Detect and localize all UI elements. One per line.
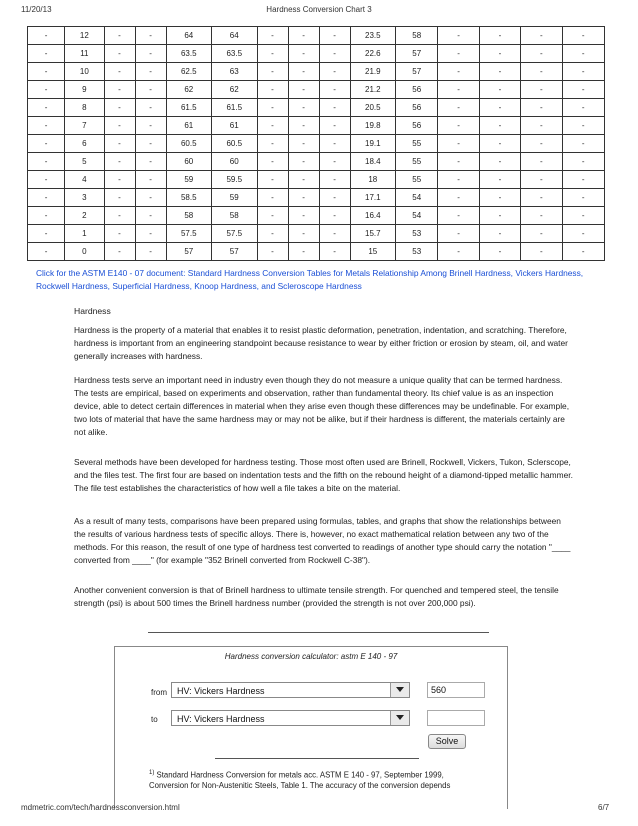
table-cell: - [438, 135, 479, 153]
table-cell: 5 [65, 153, 104, 171]
table-cell: - [28, 117, 65, 135]
table-cell: - [288, 117, 319, 135]
table-cell: - [257, 171, 288, 189]
table-cell: 55 [396, 171, 438, 189]
table-cell: 16.4 [350, 207, 395, 225]
table-cell: - [28, 81, 65, 99]
footnote-marker: 1) [149, 770, 155, 776]
table-cell: 20.5 [350, 99, 395, 117]
table-cell: 57.5 [166, 225, 211, 243]
table-cell: 21.2 [350, 81, 395, 99]
table-cell: 11 [65, 45, 104, 63]
table-cell: - [288, 225, 319, 243]
table-cell: 64 [212, 27, 257, 45]
table-cell: 22.6 [350, 45, 395, 63]
footnote-line-1 [149, 768, 499, 781]
table-cell: 57 [166, 243, 211, 261]
footnote-line-2: Conversion for Non-Austenitic Steels, Table 1. The accuracy of the conversion depends [149, 781, 451, 790]
table-cell: 57 [212, 243, 257, 261]
table-cell: - [135, 81, 166, 99]
table-cell: 53 [396, 243, 438, 261]
table-cell: - [521, 63, 562, 81]
table-cell: - [135, 225, 166, 243]
table-cell: 58.5 [166, 189, 211, 207]
table-cell: 56 [396, 117, 438, 135]
table-cell: - [562, 63, 605, 81]
divider-calculator [215, 758, 419, 759]
table-cell: - [438, 81, 479, 99]
print-date: 11/20/13 [21, 5, 52, 14]
table-row [28, 27, 605, 45]
table-cell: - [104, 117, 135, 135]
table-cell: - [104, 243, 135, 261]
input-value-field[interactable]: 560 [427, 682, 485, 698]
table-cell: 19.1 [350, 135, 395, 153]
table-cell: - [479, 207, 520, 225]
section-heading: Hardness [74, 306, 111, 316]
table-cell: 15 [350, 243, 395, 261]
table-cell: - [135, 207, 166, 225]
table-cell: - [319, 45, 350, 63]
table-cell: 61 [166, 117, 211, 135]
table-row [28, 45, 605, 63]
table-cell: - [319, 99, 350, 117]
from-dropdown-arrow-icon[interactable] [390, 683, 409, 697]
table-cell: 56 [396, 81, 438, 99]
table-cell: - [135, 153, 166, 171]
table-cell: - [319, 27, 350, 45]
table-cell: - [438, 207, 479, 225]
source-url: mdmetric.com/tech/hardnessconversion.html [21, 803, 180, 812]
table-cell: - [28, 45, 65, 63]
table-cell: - [288, 45, 319, 63]
table-row [28, 117, 605, 135]
table-cell: 0 [65, 243, 104, 261]
table-cell: - [438, 225, 479, 243]
table-cell: - [319, 117, 350, 135]
table-cell: - [521, 27, 562, 45]
table-cell: - [135, 99, 166, 117]
table-cell: 55 [396, 153, 438, 171]
table-cell: 59 [166, 171, 211, 189]
table-cell: - [319, 63, 350, 81]
table-cell: - [257, 225, 288, 243]
table-row [28, 99, 605, 117]
table-row [28, 171, 605, 189]
table-cell: - [288, 81, 319, 99]
table-cell: 60.5 [212, 135, 257, 153]
table-cell: - [28, 171, 65, 189]
table-cell: 58 [396, 27, 438, 45]
table-cell: - [562, 153, 605, 171]
table-cell: - [288, 171, 319, 189]
table-cell: 62 [166, 81, 211, 99]
table-cell: - [28, 225, 65, 243]
result-value-field[interactable] [427, 710, 485, 726]
paragraph-tensile: Another convenient conversion is that of Brinell hardness to ultimate tensile strength. For quenched and tempered steel, the tensile strength (psi) is about 500 times the Brinell hardness number (provided the strength is not over 200,000 psi). [74, 585, 559, 608]
table-cell: - [257, 153, 288, 171]
table-cell: - [562, 45, 605, 63]
table-cell: - [479, 171, 520, 189]
table-cell: 60 [166, 153, 211, 171]
table-cell: - [319, 171, 350, 189]
table-cell: - [562, 225, 605, 243]
table-cell: - [562, 81, 605, 99]
table-cell: 57 [396, 45, 438, 63]
table-cell: - [479, 117, 520, 135]
table-cell: - [135, 243, 166, 261]
table-cell: - [288, 189, 319, 207]
table-cell: 4 [65, 171, 104, 189]
table-cell: 8 [65, 99, 104, 117]
paragraph-methods: Several methods have been developed for hardness testing. Those most often used are Brinell, Rockwell, Vickers, Tukon, Sclerscope, and the files test. The first four are based on indentation tests and the fifth on the rebound height of a diamond-tipped metallic hammer. The file test establishes the characteristics of how well a file takes a bite on the material. [74, 457, 573, 493]
table-cell: 56 [396, 99, 438, 117]
table-cell: - [562, 207, 605, 225]
table-cell: - [135, 135, 166, 153]
table-cell: - [319, 135, 350, 153]
table-cell: - [135, 27, 166, 45]
table-cell: - [28, 153, 65, 171]
table-cell: 62.5 [166, 63, 211, 81]
table-cell: - [257, 117, 288, 135]
footnote-text-1: Standard Hardness Conversion for metals acc. ASTM E 140 - 97, September 1999, [156, 770, 444, 780]
table-cell: - [28, 63, 65, 81]
table-cell: - [562, 171, 605, 189]
table-cell: - [562, 189, 605, 207]
table-cell: - [479, 225, 520, 243]
table-cell: 18 [350, 171, 395, 189]
table-cell: - [104, 99, 135, 117]
table-cell: 64 [166, 27, 211, 45]
table-cell: 58 [166, 207, 211, 225]
table-cell: - [319, 243, 350, 261]
table-cell: - [104, 225, 135, 243]
table-cell: - [104, 45, 135, 63]
table-cell: - [438, 63, 479, 81]
table-cell: 3 [65, 189, 104, 207]
table-cell: - [562, 135, 605, 153]
table-cell: - [135, 171, 166, 189]
table-cell: 17.1 [350, 189, 395, 207]
page-number: 6/7 [598, 803, 610, 812]
table-cell: - [288, 207, 319, 225]
table-cell: 60 [212, 153, 257, 171]
table-cell: 15.7 [350, 225, 395, 243]
table-cell: - [521, 243, 562, 261]
table-cell: - [135, 63, 166, 81]
table-cell: - [135, 45, 166, 63]
table-cell: - [104, 63, 135, 81]
table-cell: - [288, 99, 319, 117]
table-row [28, 189, 605, 207]
table-cell: - [479, 189, 520, 207]
table-cell: - [257, 27, 288, 45]
table-cell: - [521, 81, 562, 99]
table-cell: - [521, 225, 562, 243]
table-cell: - [257, 207, 288, 225]
table-cell: - [28, 135, 65, 153]
table-cell: - [257, 63, 288, 81]
table-cell: - [319, 189, 350, 207]
table-row [28, 63, 605, 81]
table-cell: - [319, 225, 350, 243]
table-cell: - [28, 99, 65, 117]
table-cell: 57.5 [212, 225, 257, 243]
table-cell: 57 [396, 63, 438, 81]
table-cell: - [104, 207, 135, 225]
table-cell: - [562, 99, 605, 117]
table-cell: 12 [65, 27, 104, 45]
table-cell: 54 [396, 189, 438, 207]
table-cell: 63.5 [166, 45, 211, 63]
table-cell: 59.5 [212, 171, 257, 189]
table-cell: - [438, 45, 479, 63]
table-cell: - [521, 135, 562, 153]
table-row [28, 153, 605, 171]
table-cell: 1 [65, 225, 104, 243]
table-cell: - [104, 135, 135, 153]
table-cell: - [438, 99, 479, 117]
table-cell: 59 [212, 189, 257, 207]
table-cell: - [319, 81, 350, 99]
to-scale-select[interactable] [171, 710, 410, 726]
table-cell: - [438, 243, 479, 261]
table-cell: 63.5 [212, 45, 257, 63]
table-cell: 21.9 [350, 63, 395, 81]
table-cell: - [521, 189, 562, 207]
table-cell: - [479, 243, 520, 261]
table-cell: - [319, 207, 350, 225]
table-row [28, 207, 605, 225]
divider-top [148, 632, 489, 633]
to-label: to [151, 715, 158, 724]
table-cell: - [257, 189, 288, 207]
table-cell: - [521, 99, 562, 117]
table-cell: - [438, 117, 479, 135]
from-scale-value: HV: Vickers Hardness [177, 686, 265, 696]
table-cell: - [438, 153, 479, 171]
table-cell: 61 [212, 117, 257, 135]
table-row [28, 243, 605, 261]
table-cell: - [562, 27, 605, 45]
table-cell: - [479, 81, 520, 99]
table-cell: - [28, 243, 65, 261]
table-cell: 9 [65, 81, 104, 99]
table-cell: 61.5 [212, 99, 257, 117]
to-scale-value: HV: Vickers Hardness [177, 714, 265, 724]
table-cell: 23.5 [350, 27, 395, 45]
table-cell: 61.5 [166, 99, 211, 117]
paragraph-tests: Hardness tests serve an important need in industry even though they do not measure a unique quality that can be termed hardness. The tests are empirical, based on experiments and observation, rather than fundamental theory. Its chief value is as an inspection device, able to detect certain differences in material when they arise even though these differences may be undefinable. For example, two lots of material that have the same hardness may or may not be alike, but if their hardness is different, the materials certainly are not alike. [74, 375, 570, 437]
table-cell: - [479, 135, 520, 153]
table-cell: - [521, 207, 562, 225]
table-cell: - [257, 81, 288, 99]
table-cell: - [135, 117, 166, 135]
table-cell: - [257, 243, 288, 261]
table-cell: - [562, 243, 605, 261]
table-cell: 7 [65, 117, 104, 135]
table-cell: - [319, 153, 350, 171]
table-cell: 55 [396, 135, 438, 153]
paragraph-definition: Hardness is the property of a material that enables it to resist plastic deformation, penetration, indentation, and scratching. Therefore, hardness is important from an engineering standpoint because resistance to wear by either friction or erosion by steam, oil, and water generally increases with hardness. [74, 325, 568, 361]
table-cell: - [521, 153, 562, 171]
calculator-title: Hardness conversion calculator: astm E 140 - 97 [224, 652, 398, 661]
table-cell: - [104, 189, 135, 207]
table-cell: - [438, 171, 479, 189]
table-cell: 62 [212, 81, 257, 99]
table-cell: - [288, 243, 319, 261]
table-cell: - [28, 27, 65, 45]
solve-button[interactable]: Solve [428, 734, 466, 749]
table-cell: - [521, 117, 562, 135]
hardness-conversion-table [27, 26, 605, 261]
table-cell: - [257, 135, 288, 153]
table-cell: - [104, 171, 135, 189]
table-cell: - [288, 63, 319, 81]
table-cell: - [135, 189, 166, 207]
table-cell: - [438, 189, 479, 207]
table-cell: - [28, 207, 65, 225]
table-cell: - [438, 27, 479, 45]
table-row [28, 225, 605, 243]
table-cell: 54 [396, 207, 438, 225]
table-cell: - [479, 99, 520, 117]
table-cell: - [288, 27, 319, 45]
table-cell: - [479, 153, 520, 171]
table-cell: - [104, 153, 135, 171]
table-cell: - [479, 63, 520, 81]
table-cell: - [521, 45, 562, 63]
table-cell: 10 [65, 63, 104, 81]
table-cell: - [257, 99, 288, 117]
table-cell: 19.8 [350, 117, 395, 135]
table-row [28, 135, 605, 153]
table-cell: 53 [396, 225, 438, 243]
table-cell: 58 [212, 207, 257, 225]
table-cell: - [288, 135, 319, 153]
from-label: from [151, 688, 167, 697]
to-dropdown-arrow-icon[interactable] [390, 711, 409, 725]
table-cell: 63 [212, 63, 257, 81]
table-cell: 60.5 [166, 135, 211, 153]
table-cell: - [28, 189, 65, 207]
table-row [28, 81, 605, 99]
table-cell: - [104, 27, 135, 45]
table-cell: 18.4 [350, 153, 395, 171]
conversion-calculator [114, 646, 508, 809]
table-cell: - [288, 153, 319, 171]
table-cell: 2 [65, 207, 104, 225]
table-cell: - [479, 45, 520, 63]
table-cell: - [257, 45, 288, 63]
table-cell: - [521, 171, 562, 189]
table-cell: 6 [65, 135, 104, 153]
table-cell: - [562, 117, 605, 135]
print-title: Hardness Conversion Chart 3 [266, 5, 372, 14]
table-cell: - [104, 81, 135, 99]
paragraph-comparisons: As a result of many tests, comparisons have been prepared using formulas, tables, and graphs that show the relationships between the results of various hardness tests of specific alloys. There is, however, no exact mathematical relation between any two of the methods. For this reason, the result of one type of hardness test converted to readings of another type should carry the notation "____ converted from ____" (for example "352 Brinell converted from Rockwell C-38"). [74, 516, 571, 565]
from-scale-select[interactable] [171, 682, 410, 698]
table-cell: - [479, 27, 520, 45]
astm-e140-link[interactable]: Click for the ASTM E140 - 07 document: Standard Hardness Conversion Tables for Metals Relationship Among Brinell Hardness, Vickers Hardness, Rockwell Hardness, Superficial Hardness, Knoop Hardness, and Scleroscope Hardness [36, 268, 584, 291]
